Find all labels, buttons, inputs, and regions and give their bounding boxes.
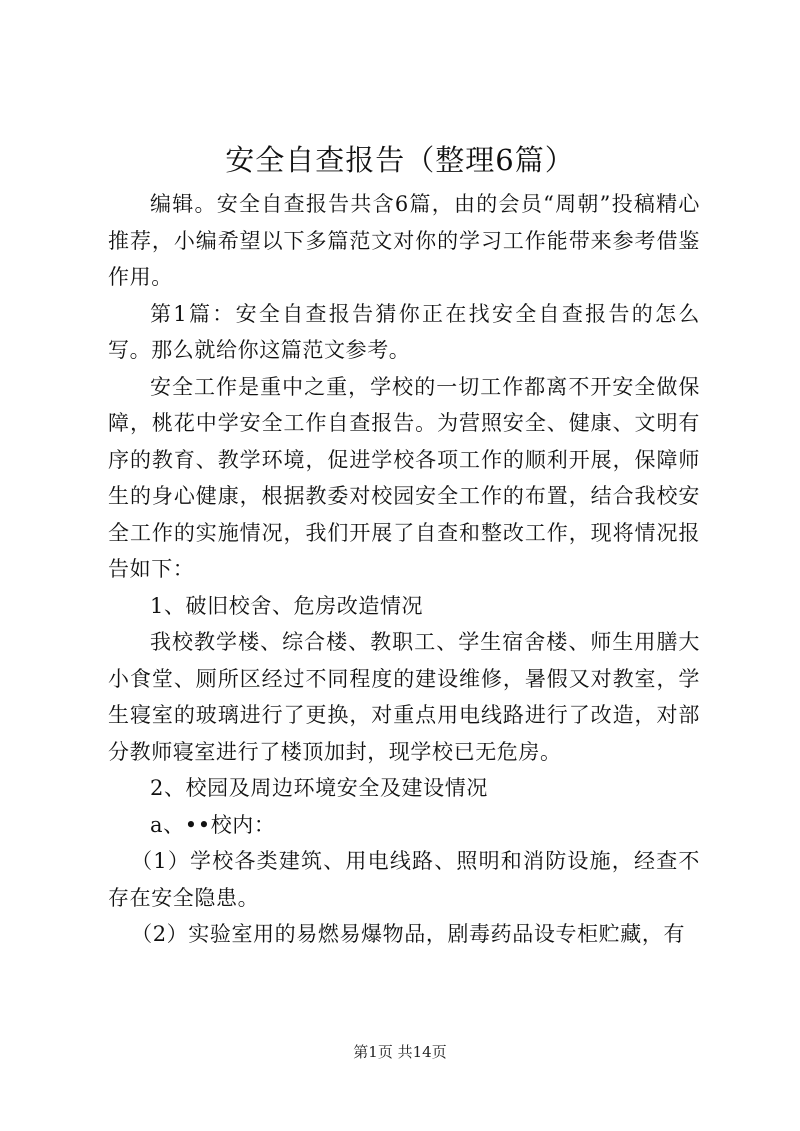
paragraph-intro: 编辑。安全自查报告共含6篇，由的会员“周朝”投稿精心推荐，小编希望以下多篇范文对你的学习工作能带来参考借鉴作用。 xyxy=(108,192,700,289)
paragraph-part-1: 第1篇：安全自查报告猜你正在找安全自查报告的怎么写。那么就给你这篇范文参考。 xyxy=(108,301,700,362)
section-heading-2: 2、校园及周边环境安全及建设情况 xyxy=(150,776,488,800)
paragraph-school-buildings: 我校教学楼、综合楼、教职工、学生宿舍楼、师生用膳大小食堂、厕所区经过不同程度的建设维修，暑假又对教室，学生寝室的玻璃进行了更换，对重点用电线路进行了改造，对部分教师寝室进行了楼顶加封，现学校已无危房。 xyxy=(108,630,700,764)
subsection-heading-a: a、••校内： xyxy=(150,812,276,837)
list-item-2: （2）实验室用的易燃易爆物品，剧毒药品设专柜贮藏，有 xyxy=(131,922,686,946)
document-body xyxy=(108,186,700,953)
document-title: 安全自查报告（整理6篇） xyxy=(225,143,575,177)
paragraph-overview: 安全工作是重中之重，学校的一切工作都离不开安全做保障，桃花中学安全工作自查报告。为营照安全、健康、文明有序的教育、教学环境，促进学校各项工作的顺利开展，保障师生的身心健康，根据教委对校园安全工作的布置，结合我校安全工作的实施情况，我们开展了自查和整改工作，现将情况报告如下： xyxy=(108,374,700,581)
list-item-1: （1）学校各类建筑、用电线路、照明和消防设施，经查不存在安全隐患。 xyxy=(108,849,700,910)
page-number-footer: 第1页 共14页 xyxy=(353,1043,447,1061)
section-heading-1: 1、破旧校舍、危房改造情况 xyxy=(150,593,424,618)
